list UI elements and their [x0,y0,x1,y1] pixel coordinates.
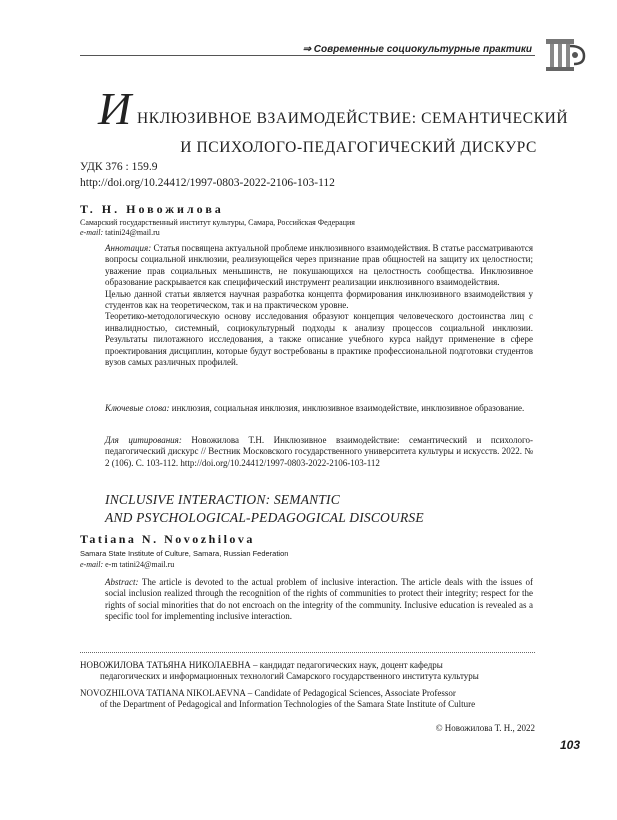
doi-link[interactable]: http://doi.org/10.24412/1997-0803-2022-2106-103-112 [80,177,335,189]
bio-en-text2: of the Department of Pedagogical and Information Technologies of the Samara State Institute of Culture [100,699,476,710]
bio-en [80,688,535,711]
bio-ru-name: НОВОЖИЛОВА ТАТЬЯНА НИКОЛАЕВНА [80,660,251,670]
email-address-en[interactable]: e-m tatini24@mail.ru [103,560,175,569]
keywords-ru [105,403,533,414]
citation-label: Для цитирования: [105,435,182,445]
keywords-text: инклюзия, социальная инклюзия, инклюзивное взаимодействие, инклюзивное образование. [169,403,525,413]
udk-code: УДК 376 : 159.9 [80,161,158,173]
author-name-ru: Т. Н. Новожилова [80,202,224,216]
annotation-p2: Целью данной статьи является научная разработка концепта формирования инклюзивного взаимодействия у студентов как на теоретическом, так и на практическом уровне. [105,288,533,311]
citation-ru [105,435,533,469]
bio-ru-text1: – кандидат педагогических наук, доцент кафедры [250,660,443,670]
title-line-2: И ПСИХОЛОГО-ПЕДАГОГИЧЕСКИЙ ДИСКУРС [180,139,537,156]
annotation-p1: Статья посвящена актуальной проблеме инклюзивного взаимодействия. В статье рассматриваются вопросы социальной инклюзии, реализующейся через признание прав общностей на защиту их целостности; уважение прав социальных меньшинств, не покушающихся на целостность сообщества. Инклюзивное образование раскрывается как специфический инструмент реализации инклюзивного взаимодействия. [105,243,533,288]
author-name-en: Tatiana N. Novozhilova [80,532,255,546]
abstract-label: Abstract: [105,577,139,587]
affiliation-ru: Самарский государственный институт культуры, Самара, Российская Федерация [80,218,355,227]
email-ru [80,228,160,237]
page-number: 103 [560,738,581,752]
affiliation-en: Samara State Institute of Culture, Samara, Russian Federation [80,549,289,558]
email-label: e-mail: [80,228,104,237]
bio-ru [80,660,535,683]
title-initial: И [98,83,132,134]
annotation-label: Аннотация: [105,243,152,253]
bio-en-name: NOVOZHILOVA TATIANA NIKOLAEVNA [80,688,246,698]
keywords-label: Ключевые слова: [105,403,170,413]
citation-text: Новожилова Т.Н. Инклюзивное взаимодействие: семантический и психолого-педагогический дискурс // Вестник Московского государственного университета культуры и искусств. 2022. № 2 (106). С. 103-112. http://doi.org/10.24412/1997-0803-2022-2106-103-112 [105,435,533,468]
running-header: ⇒ Современные социокультурные практики [302,44,532,55]
email-en [80,560,174,569]
title-en-line-2: AND PSYCHOLOGICAL-PEDAGOGICAL DISCOURSE [105,510,424,525]
email-label-en: e-mail: [80,560,104,569]
abstract-en [105,577,533,623]
header-rule [80,55,535,56]
bio-ru-text2: педагогических и информационных технологий Самарского государственного института культуры [100,671,479,682]
footnote-divider [80,652,535,653]
title-line-1: НКЛЮЗИВНОЕ ВЗАИМОДЕЙСТВИЕ: СЕМАНТИЧЕСКИЙ [137,110,569,127]
column-logo-icon [544,36,588,72]
bio-en-text1: – Candidate of Pedagogical Sciences, Associate Professor [245,688,456,698]
copyright: © Новожилова Т. Н., 2022 [435,723,535,733]
annotation-ru [105,243,533,368]
abstract-text: The article is devoted to the actual problem of inclusive interaction. The article deals with the issues of social inclusion realized through the recognition of the rights of communities to protect their integrity; respect for the rights of social minorities that do not encroach on the integrity of the community. Inclusive education is revealed as a specific tool for implementing inclusive interaction. [105,577,533,622]
annotation-p3: Теоретико-методологическую основу исследования образуют концепция человеческого достоинства лиц с инвалидностью, системный, социокультурный подходы к анализу процессов социальной инклюзии. Результаты пилотажного исследования, а также описание учебного курса найдут применение в сфере проектирования дисциплин, которые будут востребованы в практике профессиональной подготовки студентов вузов самых различных профилей. [105,311,533,368]
email-address[interactable]: tatini24@mail.ru [103,228,160,237]
title-en-line-1: INCLUSIVE INTERACTION: SEMANTIC [105,492,340,507]
